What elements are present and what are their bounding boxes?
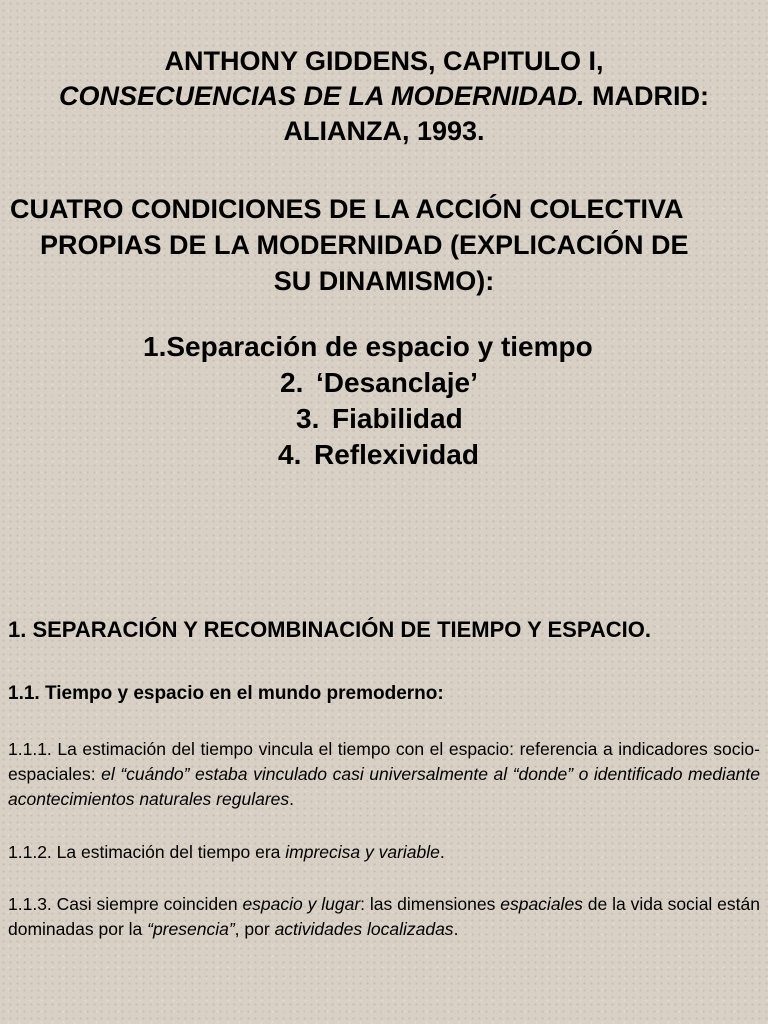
text-run: espaciales xyxy=(500,894,583,914)
text-run: donde xyxy=(518,764,568,784)
list-item xyxy=(0,401,768,437)
conditions-heading xyxy=(0,149,768,299)
list-item xyxy=(0,437,768,473)
text-run: ” estaba vinculado casi universalmente al “ xyxy=(183,764,519,784)
text-run: “presencia” xyxy=(147,919,235,939)
text-run: . xyxy=(453,919,459,939)
text-run: . xyxy=(439,842,445,862)
text-run: 1.1.2. La estimación del tiempo era xyxy=(8,842,286,862)
conditions-line-1: CUATRO CONDICIONES DE LA ACCIÓN COLECTIVA xyxy=(10,194,684,224)
text-run: 1.1.1. La estimación del tiempo vincula el tiempo con el espacio: referencia a indicadores socio-espaciales: xyxy=(8,739,760,784)
list-item-number: 2. xyxy=(280,367,304,398)
citation-place: MADRID: xyxy=(584,81,709,111)
paragraph-1-1-1 xyxy=(8,737,760,812)
conditions-line-3: SU DINAMISMO): xyxy=(273,266,495,296)
subsection-number: 1.1. xyxy=(8,683,40,704)
subsection-title xyxy=(8,681,444,707)
slide-section-1 xyxy=(0,615,768,1024)
list-item-label: ‘Desanclaje’ xyxy=(316,367,478,398)
list-item-label: Separación de espacio y tiempo xyxy=(166,331,593,362)
text-run: de la vida social están dominadas por la xyxy=(8,894,760,939)
text-run: , por xyxy=(234,919,275,939)
book-title: CONSECUENCIAS DE LA MODERNIDAD. xyxy=(58,81,585,111)
text-run: . xyxy=(289,789,295,809)
list-item-label: Fiabilidad xyxy=(332,403,463,434)
citation-heading xyxy=(0,0,768,149)
subsection-label: Tiempo y espacio en el mundo premoderno: xyxy=(39,683,444,704)
citation-line-3: ALIANZA, 1993. xyxy=(283,116,485,146)
list-item-number: 4. xyxy=(278,439,302,470)
list-item-number: 1. xyxy=(143,331,167,362)
citation-line-1: ANTHONY GIDDENS, CAPITULO I, xyxy=(164,46,604,76)
list-item-label: Reflexividad xyxy=(314,439,479,470)
text-run: espacio y lugar xyxy=(242,894,361,914)
list-item xyxy=(0,329,768,365)
list-item xyxy=(0,365,768,401)
list-item-number: 3. xyxy=(296,403,320,434)
citation-line-2 xyxy=(0,79,768,114)
text-run: imprecisa y variable xyxy=(285,842,440,862)
section-title: 1. SEPARACIÓN Y RECOMBINACIÓN DE TIEMPO Y ESPACIO. xyxy=(8,617,652,642)
text-run: : las dimensiones xyxy=(360,894,501,914)
text-run: el “ xyxy=(101,764,127,784)
text-run: cuándo xyxy=(126,764,184,784)
paragraph-1-1-3 xyxy=(8,892,760,942)
paragraph-1-1-2 xyxy=(8,840,760,865)
conditions-line-2: PROPIAS DE LA MODERNIDAD (EXPLICACIÓN DE xyxy=(40,230,689,260)
text-run: ” o identificado mediante acontecimientos naturales regulares xyxy=(8,764,761,809)
conditions-list xyxy=(0,299,768,473)
text-run: actividades localizadas xyxy=(274,919,454,939)
text-run: 1.1.3. Casi siempre coinciden xyxy=(8,894,243,914)
